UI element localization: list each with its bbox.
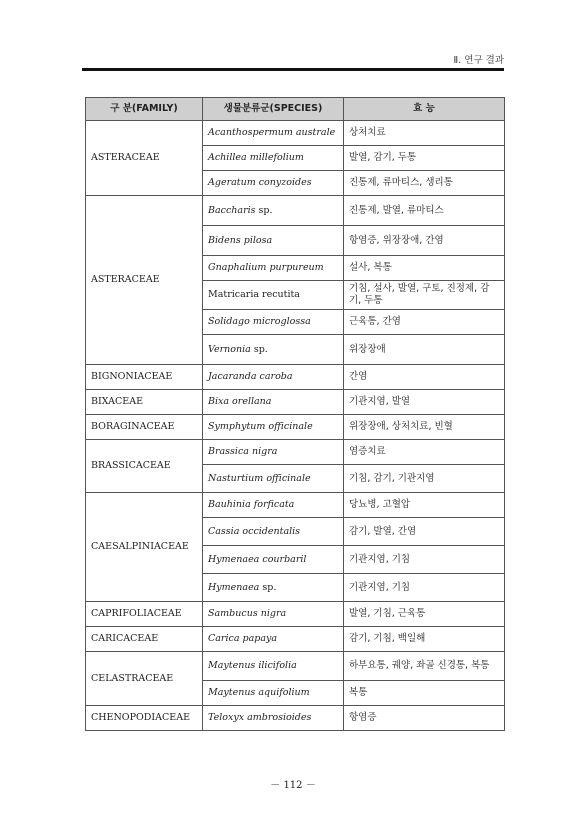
- species-name: Hymenaea courbaril: [208, 553, 307, 565]
- species-column-header: 생물분류군(SPECIES): [203, 98, 344, 121]
- family-cell: ASTERACEAE: [86, 196, 203, 365]
- species-cell: [203, 226, 344, 256]
- table-row: [86, 602, 505, 627]
- effect-cell: 하부요통, 궤양, 좌골 신경통, 복통: [344, 652, 505, 681]
- species-name: Jacaranda caroba: [208, 371, 293, 382]
- species-name: Bidens pilosa: [208, 234, 273, 246]
- species-cell: [203, 652, 344, 681]
- effect-cell: 근육통, 간염: [344, 310, 505, 335]
- effect-cell: 기관지염, 기침: [344, 574, 505, 602]
- family-cell: ASTERACEAE: [86, 121, 203, 196]
- table-row: [86, 196, 505, 226]
- effect-cell: 발열, 기침, 근육통: [344, 602, 505, 627]
- table-header-row: [86, 98, 505, 121]
- table-row: [86, 652, 505, 681]
- species-cell: [203, 518, 344, 546]
- effect-cell: 감기, 기침, 백일해: [344, 627, 505, 652]
- effect-cell: 감기, 발열, 간염: [344, 518, 505, 546]
- species-name: Sambucus nigra: [208, 608, 287, 619]
- species-cell: [203, 546, 344, 574]
- effect-cell: 복통: [344, 681, 505, 706]
- page-number: － 112 －: [270, 780, 316, 791]
- effect-cell: 기침, 설사, 발열, 구토, 진정제, 감기, 두통: [344, 281, 505, 310]
- species-name: Teloxyx ambrosioides: [208, 712, 312, 723]
- species-cell: [203, 171, 344, 196]
- species-cell: [203, 706, 344, 731]
- species-cell: [203, 121, 344, 146]
- species-cell: [203, 335, 344, 365]
- species-name: Acanthospermum australe: [208, 127, 336, 138]
- species-cell: [203, 256, 344, 281]
- species-name: Maytenus aquifolium: [208, 687, 310, 698]
- effect-cell: 진통제, 류마티스, 생리통: [344, 171, 505, 196]
- effect-cell: 항염증: [344, 706, 505, 731]
- effect-cell: 설사, 복통: [344, 256, 505, 281]
- running-header: Ⅱ. 연구 결과: [453, 55, 504, 66]
- species-cell: [203, 365, 344, 390]
- species-name: Brassica nigra: [208, 446, 278, 457]
- table-row: [86, 390, 505, 415]
- family-cell: CARICACEAE: [86, 627, 203, 652]
- family-cell: BRASSICACEAE: [86, 440, 203, 493]
- species-name: Bixa orellana: [208, 396, 272, 407]
- effect-cell: 발열, 감기, 두통: [344, 146, 505, 171]
- table-body: [86, 121, 505, 731]
- species-name: Bauhinia forficata: [208, 499, 295, 510]
- family-cell: BIGNONIACEAE: [86, 365, 203, 390]
- species-name: Symphytum officinale: [208, 421, 313, 432]
- species-cell: [203, 146, 344, 171]
- species-cell: [203, 281, 344, 310]
- species-cell: [203, 602, 344, 627]
- species-cell: [203, 415, 344, 440]
- table-row: [86, 706, 505, 731]
- species-cell: [203, 574, 344, 602]
- effect-cell: 위장장애: [344, 335, 505, 365]
- family-cell: BORAGINACEAE: [86, 415, 203, 440]
- table-row: [86, 627, 505, 652]
- species-suffix: sp.: [255, 204, 273, 216]
- table-row: [86, 440, 505, 465]
- effect-cell: 진통제, 발열, 류마티스: [344, 196, 505, 226]
- effect-cell: 기관지염, 기침: [344, 546, 505, 574]
- species-name: Gnaphalium purpureum: [208, 262, 324, 273]
- species-suffix: sp.: [250, 343, 268, 355]
- family-column-header: 구 분(FAMILY): [86, 98, 203, 121]
- header-rule: [82, 68, 504, 71]
- species-name: Cassia occidentalis: [208, 525, 301, 537]
- species-cell: [203, 465, 344, 493]
- table-row: [86, 415, 505, 440]
- species-cell: [203, 627, 344, 652]
- species-name: Achillea millefolium: [208, 152, 304, 163]
- effect-cell: 상처치료: [344, 121, 505, 146]
- family-cell: CAPRIFOLIACEAE: [86, 602, 203, 627]
- plant-efficacy-table: [85, 97, 505, 731]
- species-cell: [203, 681, 344, 706]
- species-cell: [203, 390, 344, 415]
- species-name: Nasturtium officinale: [208, 472, 311, 484]
- species-name: Ageratum conyzoides: [208, 177, 312, 188]
- species-name: Vernonia: [208, 343, 251, 355]
- species-name: Hymenaea: [208, 581, 260, 593]
- species-name: Maytenus ilicifolia: [208, 660, 297, 671]
- table-row: [86, 365, 505, 390]
- species-cell: [203, 310, 344, 335]
- effect-cell: 염증치료: [344, 440, 505, 465]
- species-cell: [203, 440, 344, 465]
- effect-cell: 당뇨병, 고혈압: [344, 493, 505, 518]
- effect-cell: 기침, 감기, 기관지염: [344, 465, 505, 493]
- effect-cell: 위장장애, 상처치료, 빈혈: [344, 415, 505, 440]
- species-suffix: sp.: [259, 581, 277, 593]
- species-cell: [203, 196, 344, 226]
- species-cell: [203, 493, 344, 518]
- species-suffix: Matricaria recutita: [208, 289, 300, 300]
- effect-cell: 항염증, 위장장애, 간염: [344, 226, 505, 256]
- family-cell: CAESALPINIACEAE: [86, 493, 203, 602]
- family-cell: CELASTRACEAE: [86, 652, 203, 706]
- species-name: Carica papaya: [208, 633, 278, 644]
- family-cell: CHENOPODIACEAE: [86, 706, 203, 731]
- family-cell: BIXACEAE: [86, 390, 203, 415]
- table-row: [86, 121, 505, 146]
- effect-cell: 간염: [344, 365, 505, 390]
- table-row: [86, 493, 505, 518]
- effect-column-header: 효 능: [344, 98, 505, 121]
- effect-cell: 기관지염, 발열: [344, 390, 505, 415]
- species-name: Solidago microglossa: [208, 316, 311, 327]
- species-name: Baccharis: [208, 204, 256, 216]
